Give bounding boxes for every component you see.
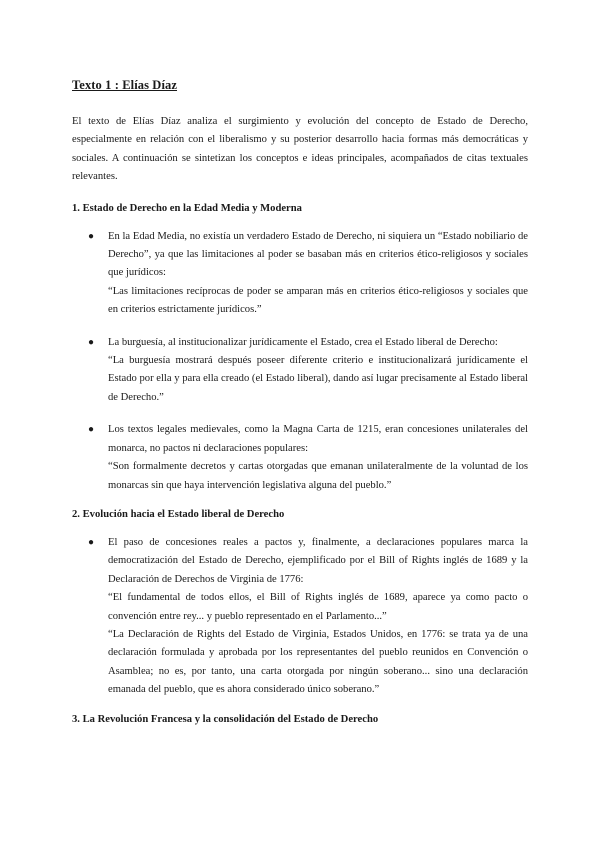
list-item: [72, 334, 528, 408]
bullet-icon: ●: [88, 336, 95, 348]
bullet-list: [72, 228, 528, 495]
section-heading: 2. Evolución hacia el Estado liberal de Derecho: [72, 508, 285, 520]
item-text: Los textos legales medievales, como la Magna Carta de 1215, eran concesiones unilaterales del monarca, no pactos ni declaraciones populares:: [108, 424, 528, 454]
list-item: [72, 228, 528, 320]
bullet-list: [72, 534, 528, 700]
document-page: [72, 78, 528, 739]
item-quote: “Las limitaciones recíprocas de poder se amparan más en criterios ético-religiosos y sociales que en criterios estrictamente jurídicos.”: [108, 285, 528, 316]
item-text: En la Edad Media, no existía un verdadero Estado de Derecho, ni siquiera un “Estado nobiliario de Derecho”, ya que las limitaciones al poder se basaban más en criterios ético-religiosos y sociales que jurídicos:: [108, 230, 528, 279]
list-item: [72, 534, 528, 700]
item-quote: “La burguesía mostrará después poseer diferente criterio e institucionalizará jurídicamente el Estado por ella y para ella creado (el Estado liberal), dando así lugar precisamente al Estado liberal de Derecho.”: [108, 355, 528, 403]
item-quote: “La Declaración de Rights del Estado de Virginia, Estados Unidos, en 1776: se trata ya de una declaración formulada y aprobada por los representantes del pueblo reunidos en Convención o Asamblea; no es, por tanto, una carta otorgada por ningún soberano... sino una declaración emanada del pueblo, que es ahora considerado único soberano.”: [108, 628, 528, 696]
item-quote: “Son formalmente decretos y cartas otorgadas que emanan unilateralmente de la voluntad de los monarcas sin que haya intervención legislativa alguna del pueblo.”: [108, 461, 528, 491]
bullet-icon: ●: [88, 424, 95, 436]
intro-paragraph: El texto de Elías Díaz analiza el surgimiento y evolución del concepto de Estado de Derecho, especialmente en relación con el liberalismo y su posterior desarrollo hacia formas más democráticas y sociales. A continuación se sintetizan los conceptos e ideas principales, acompañados de citas textuales relevantes.: [72, 116, 528, 183]
bullet-icon: ●: [88, 536, 95, 548]
section-3: [72, 714, 528, 725]
document-title: Texto 1 : Elías Díaz: [72, 78, 178, 92]
section-heading: 3. La Revolución Francesa y la consolidación del Estado de Derecho: [72, 713, 379, 725]
item-text: El paso de concesiones reales a pactos y, finalmente, a declaraciones populares marca la democratización del Estado de Derecho, ejemplificado por el Bill of Rights inglés de 1689 y la Declaración de Derechos de Virginia de 1776:: [108, 536, 528, 585]
item-quote: “El fundamental de todos ellos, el Bill of Rights inglés de 1689, aparece ya como pacto o convención entre rey... y pueblo representado en el Parlamento...”: [108, 592, 528, 622]
item-text: La burguesía, al institucionalizar jurídicamente el Estado, crea el Estado liberal de Derecho:: [108, 336, 498, 348]
section-2: [72, 509, 528, 700]
list-item: [72, 421, 528, 495]
bullet-icon: ●: [88, 230, 95, 242]
section-1: [72, 203, 528, 495]
section-heading: 1. Estado de Derecho en la Edad Media y Moderna: [72, 202, 302, 214]
